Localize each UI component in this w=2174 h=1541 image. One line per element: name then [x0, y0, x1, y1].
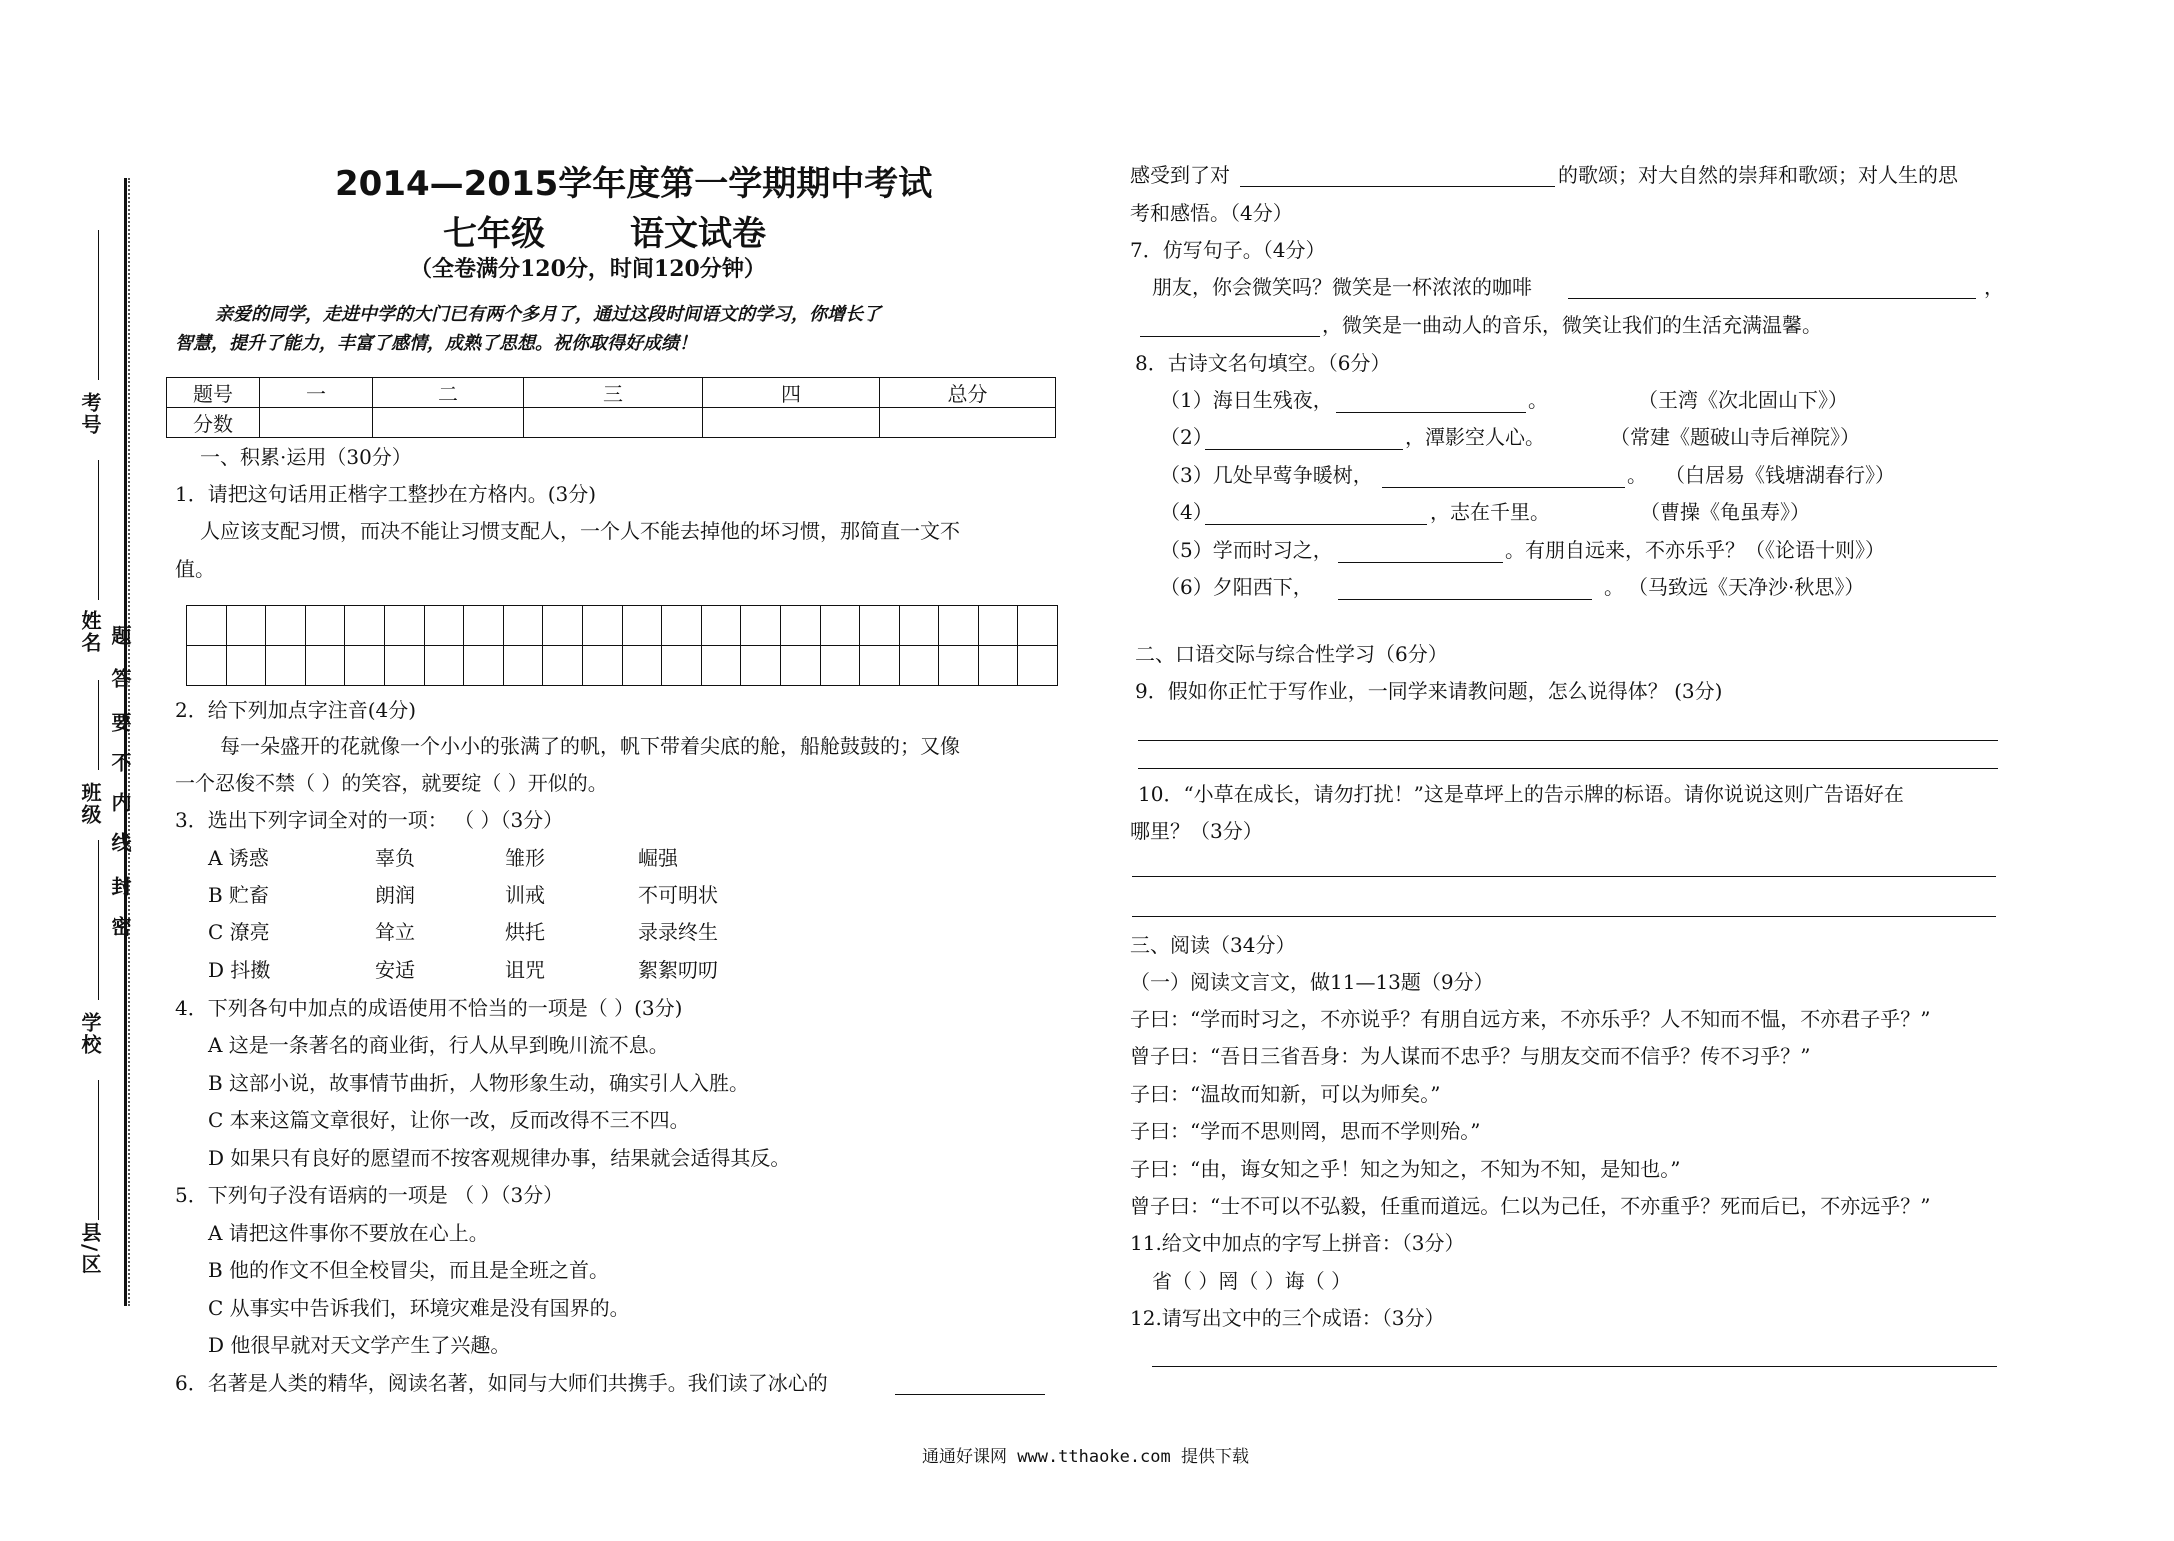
question-10-line-2: 哪里？（3分）	[1130, 819, 1263, 843]
q3-option-d-word: 安适	[375, 958, 415, 982]
seal-char: 密	[108, 916, 132, 938]
section-1-heading: 一、积累·运用（30分）	[200, 445, 412, 469]
q3-option-d: D 抖擞	[208, 958, 271, 982]
exam-subtitle: （全卷满分120分，时间120分钟）	[410, 256, 766, 282]
q3-option-a-word: 辜负	[375, 846, 415, 870]
score-header-cell: 一	[260, 378, 373, 408]
binding-dotted-line	[128, 178, 130, 1306]
q9-answer-line[interactable]	[1138, 740, 1998, 741]
score-cell	[880, 408, 1056, 438]
q8-item-5-start: （5）学而时习之，	[1160, 538, 1333, 562]
reading-1-heading: （一）阅读文言文，做11—13题（9分）	[1130, 970, 1494, 994]
exam-title: 2014—2015学年度第一学期期中考试	[335, 164, 933, 204]
seal-char: 封	[108, 876, 132, 898]
score-cell	[373, 408, 524, 438]
q8-item-4-start: （4）	[1160, 500, 1213, 524]
question-9: 9．假如你正忙于写作业，一同学来请教问题，怎么说得体？ (3分)	[1135, 679, 1723, 703]
q8-item-2-end: ，潭影空人心。	[1405, 425, 1545, 449]
exam-grade: 七年级	[443, 214, 545, 254]
county-label: 县/区	[78, 1222, 102, 1276]
q8-item-2-source: （常建《题破山寺后禅院》）	[1610, 425, 1860, 449]
q3-option-a: A 诱惑	[208, 846, 269, 870]
q3-option-d-word: 诅咒	[505, 958, 545, 982]
q1-text-line-1: 人应该支配习惯，而决不能让习惯支配人，一个人不能去掉他的坏习惯，那简直一文不	[200, 519, 960, 543]
q5-option: C 从事实中告诉我们，环境灾难是没有国界的。	[208, 1296, 630, 1320]
q8-item-3-end: 。	[1627, 463, 1647, 487]
q3-option-c-word: 耸立	[375, 920, 415, 944]
q4-option: D 如果只有良好的愿望而不按客观规律办事，结果就会适得其反。	[208, 1146, 791, 1170]
q9-answer-line[interactable]	[1138, 768, 1998, 769]
q3-option-a-word: 雏形	[505, 846, 545, 870]
question-2: 2．给下列加点字注音(4分)	[175, 698, 417, 722]
score-header-cell: 总分	[880, 378, 1056, 408]
q3-option-a-word: 崛强	[638, 846, 678, 870]
question-8: 8．古诗文名句填空。（6分）	[1135, 351, 1391, 375]
q6-continued-2: 考和感悟。（4分）	[1130, 201, 1293, 225]
q7-text-1-end: ，	[1984, 275, 2004, 299]
score-header-cell: 三	[524, 378, 703, 408]
question-5: 5．下列句子没有语病的一项是 （ ）（3分）	[175, 1183, 564, 1207]
q3-option-c-word: 录录终生	[638, 920, 718, 944]
classical-text-line: 子曰：“由，诲女知之乎！知之为知之，不知为不知，是知也。”	[1130, 1157, 1681, 1181]
q8-item-1-start: （1）海日生残夜，	[1160, 388, 1333, 412]
q8-blank-5[interactable]	[1338, 542, 1503, 563]
question-3: 3．选出下列字词全对的一项： （ ）（3分）	[175, 808, 564, 832]
footer-credit: 通通好课网 www.tthaoke.com 提供下载	[922, 1447, 1249, 1467]
q5-option: B 他的作文不但全校冒尖，而且是全班之首。	[208, 1258, 610, 1282]
q3-option-b-word: 训戒	[505, 883, 545, 907]
q8-blank-2[interactable]	[1205, 429, 1403, 450]
q7-text-2: ，微笑是一曲动人的音乐，微笑让我们的生活充满温馨。	[1322, 313, 1822, 337]
seal-char: 线	[108, 832, 132, 854]
q8-item-3-start: （3）几处早莺争暖树，	[1160, 463, 1373, 487]
question-7: 7．仿写句子。（4分）	[1130, 238, 1326, 262]
section-2-heading: 二、口语交际与综合性学习（6分）	[1135, 642, 1448, 666]
seal-char: 内	[108, 792, 132, 814]
score-header-cell: 四	[703, 378, 880, 408]
q8-blank-1[interactable]	[1336, 392, 1526, 413]
q11-pinyin-blanks[interactable]: 省（ ）罔（ ）诲（ ）	[1152, 1269, 1352, 1293]
q6-blank-1[interactable]	[895, 1374, 1045, 1395]
q8-item-5-end: 。有朋自远来，不亦乐乎？（《论语十则》）	[1505, 538, 1885, 562]
q7-text-1: 朋友，你会微笑吗？微笑是一杯浓浓的咖啡	[1152, 275, 1532, 299]
q8-item-6-start: （6）夕阳西下，	[1160, 575, 1313, 599]
school-label: 学校	[78, 1012, 102, 1056]
q8-blank-6[interactable]	[1338, 579, 1592, 600]
question-4: 4．下列各句中加点的成语使用不恰当的一项是（ ）(3分)	[175, 996, 683, 1020]
name-label: 姓名	[78, 610, 102, 654]
county-blank	[98, 1080, 99, 1220]
q4-option: B 这部小说，故事情节曲折，人物形象生动，确实引人入胜。	[208, 1071, 750, 1095]
q4-option: A 这是一条著名的商业街，行人从早到晚川流不息。	[208, 1033, 669, 1057]
score-cell	[703, 408, 880, 438]
classical-text-line: 子曰：“温故而知新，可以为师矣。”	[1130, 1082, 1441, 1106]
q8-item-2-start: （2）	[1160, 425, 1213, 449]
greeting-line-2: 智慧，提升了能力，丰富了感情，成熟了思想。祝你取得好成绩！	[175, 333, 697, 354]
seal-char: 题	[108, 625, 132, 647]
classical-text-line: 子曰：“学而不思则罔，思而不学则殆。”	[1130, 1119, 1481, 1143]
score-cell	[524, 408, 703, 438]
school-blank	[98, 840, 99, 1000]
q6-blank-2[interactable]	[1240, 166, 1555, 187]
exam-subject: 语文试卷	[630, 214, 766, 254]
q2-text-line-1: 每一朵盛开的花就像一个小小的张满了的帆，帆下带着尖底的舱，船舱鼓鼓的；又像	[220, 734, 960, 758]
q7-blank-1[interactable]	[1568, 278, 1976, 299]
q8-item-6-source: （马致远《天净沙·秋思》）	[1628, 575, 1865, 599]
q10-answer-line[interactable]	[1132, 916, 1996, 917]
score-table	[166, 377, 1056, 438]
question-11: 11.给文中加点的字写上拼音：（3分）	[1130, 1231, 1465, 1255]
q1-text-line-2: 值。	[175, 557, 215, 581]
score-cell	[260, 408, 373, 438]
q8-item-6-end: 。	[1604, 575, 1624, 599]
q3-option-c: C 潦亮	[208, 920, 270, 944]
seal-char: 要	[108, 712, 132, 734]
q8-item-4-source: （曹操《龟虽寿》）	[1640, 500, 1810, 524]
q5-option: D 他很早就对天文学产生了兴趣。	[208, 1333, 511, 1357]
q4-option: C 本来这篇文章很好，让你一改，反而改得不三不四。	[208, 1108, 690, 1132]
exam-number-label: 考号	[78, 392, 102, 436]
class-label: 班级	[78, 782, 102, 826]
score-header-cell: 题号	[167, 378, 260, 408]
question-10-line-1: 10．“小草在成长，请勿打扰！”这是草坪上的告示牌的标语。请你说说这则广告语好在	[1138, 782, 1904, 806]
question-1: 1．请把这句话用正楷字工整抄在方格内。(3分)	[175, 482, 597, 506]
q6-continued-b: 的歌颂；对大自然的崇拜和歌颂；对人生的思	[1558, 163, 1958, 187]
q2-text-line-2: 一个忍俊不禁（ ）的笑容，就要绽（ ）开似的。	[175, 771, 608, 795]
q8-item-3-source: （白居易《钱塘湖春行》）	[1665, 463, 1895, 487]
q7-blank-2[interactable]	[1140, 316, 1320, 337]
question-12: 12.请写出文中的三个成语：（3分）	[1130, 1306, 1445, 1330]
score-header-cell: 二	[373, 378, 524, 408]
q3-option-b-word: 不可明状	[638, 883, 718, 907]
q5-option: A 请把这件事你不要放在心上。	[208, 1221, 489, 1245]
seal-char: 不	[108, 752, 132, 774]
class-blank	[98, 680, 99, 770]
greeting-line-1: 亲爱的同学，走进中学的大门已有两个多月了，通过这段时间语文的学习，你增长了	[215, 304, 881, 325]
exam-number-blank	[98, 230, 99, 380]
q8-blank-4[interactable]	[1205, 504, 1427, 525]
q10-answer-line[interactable]	[1132, 876, 1996, 877]
q6-continued-a: 感受到了对	[1130, 163, 1230, 187]
q8-blank-3[interactable]	[1382, 467, 1625, 488]
seal-char: 答	[108, 668, 132, 690]
score-row-label: 分数	[167, 408, 260, 438]
q3-option-c-word: 烘托	[505, 920, 545, 944]
q3-option-d-word: 絮絮叨叨	[638, 958, 718, 982]
q12-answer-line[interactable]	[1152, 1366, 1997, 1367]
question-6: 6．名著是人类的精华，阅读名著，如同与大师们共携手。我们读了冰心的	[175, 1371, 828, 1395]
classical-text-line: 曾子曰：“吾日三省吾身：为人谋而不忠乎？与朋友交而不信乎？传不习乎？”	[1130, 1044, 1811, 1068]
classical-text-line: 曾子曰：“士不可以不弘毅，任重而道远。仁以为己任，不亦重乎？死而后已，不亦远乎？”	[1130, 1194, 1931, 1218]
q8-item-4-end: ，志在千里。	[1430, 500, 1550, 524]
copy-grid[interactable]	[186, 605, 1058, 686]
q3-option-b-word: 朗润	[375, 883, 415, 907]
classical-text-line: 子曰：“学而时习之，不亦说乎？有朋自远方来，不亦乐乎？人不知而不愠，不亦君子乎？”	[1130, 1007, 1931, 1031]
q8-item-1-source: （王湾《次北固山下》）	[1638, 388, 1848, 412]
q3-option-b: B 贮畜	[208, 883, 270, 907]
name-blank	[98, 460, 99, 600]
binding-bold-line	[124, 178, 127, 1306]
section-3-heading: 三、阅读（34分）	[1130, 933, 1296, 957]
q8-item-1-end: 。	[1528, 388, 1548, 412]
